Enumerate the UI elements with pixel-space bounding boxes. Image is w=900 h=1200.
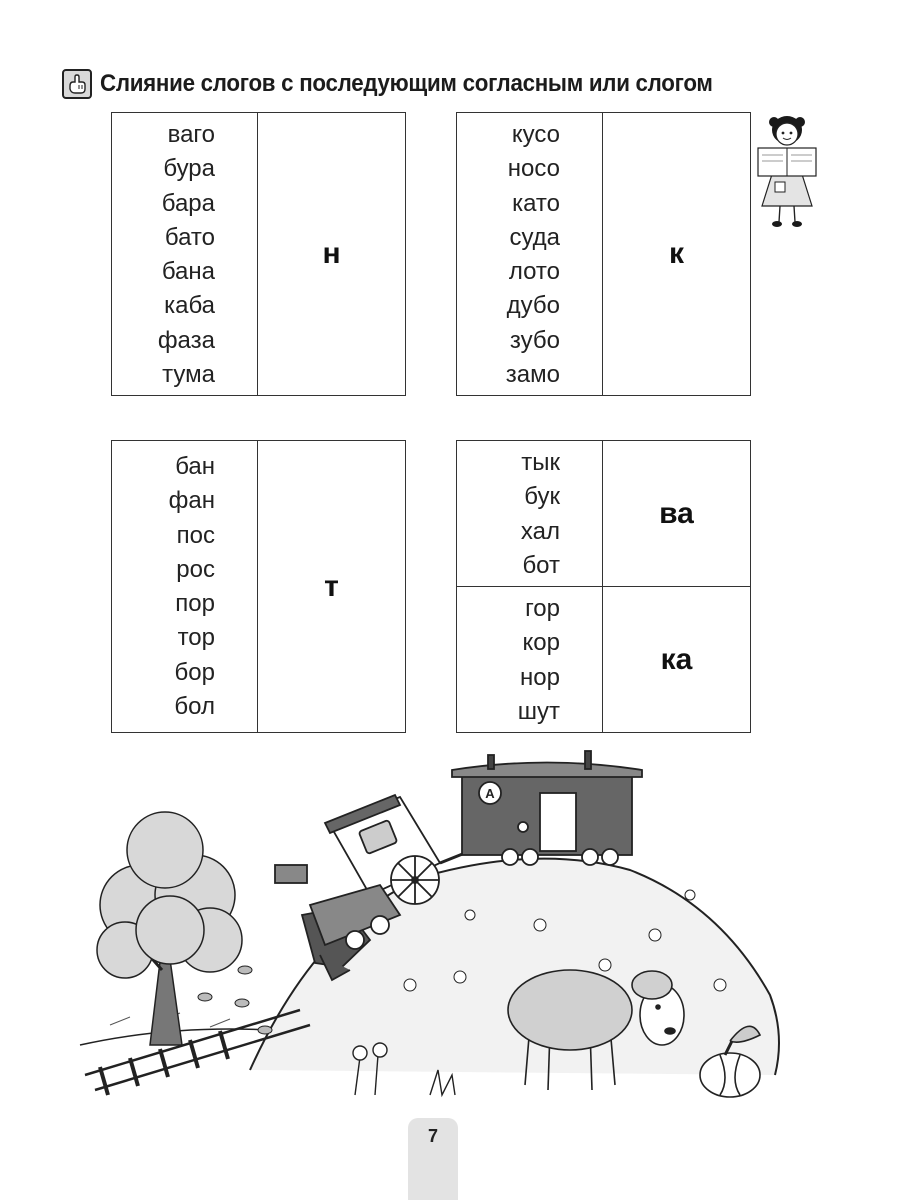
syllable-column — [112, 441, 258, 732]
syllable-word: замо — [505, 361, 560, 389]
ending-syllable: ка — [660, 642, 693, 676]
syllable-word: пос — [176, 521, 215, 549]
syllable-word: зубо — [509, 326, 560, 354]
syllable-word: суда — [509, 223, 560, 251]
page-number: 7 — [427, 1126, 438, 1146]
page-title: Слияние слогов с последующим согласным или слогом — [100, 70, 713, 97]
syllable-word: тык — [521, 449, 560, 476]
syllable-word: тор — [177, 624, 215, 652]
syllable-word: рос — [176, 555, 215, 583]
syllable-column — [457, 587, 603, 732]
train-hill-scene — [70, 745, 800, 1115]
syllable-word: бол — [174, 693, 215, 721]
hand-pointing-icon — [62, 69, 92, 99]
train-badge-letter: А — [485, 786, 495, 801]
syllable-word: бан — [175, 453, 215, 480]
syllable-word: носо — [507, 155, 560, 183]
syllable-table-4 — [456, 440, 751, 733]
syllable-word: нор — [520, 663, 560, 691]
ending-letter: к — [668, 237, 684, 270]
section-header — [62, 64, 759, 104]
syllable-subtable-2 — [457, 587, 750, 732]
syllable-table-1 — [111, 112, 406, 396]
ending-letter: т — [324, 569, 339, 603]
syllable-word: тума — [162, 361, 215, 389]
syllable-word: хал — [520, 517, 560, 545]
syllable-word: гор — [525, 595, 560, 622]
syllable-word: бато — [164, 223, 215, 251]
page-number-tab — [408, 1118, 458, 1200]
syllable-table-3 — [111, 440, 406, 733]
syllable-column — [457, 113, 603, 395]
syllable-word: бура — [163, 155, 215, 183]
ending-syllable: ва — [659, 496, 694, 530]
syllable-word: ваго — [167, 121, 215, 148]
syllable-word: дубо — [506, 292, 560, 320]
syllable-word: бара — [161, 189, 215, 217]
syllable-column — [112, 113, 258, 395]
syllable-word: фан — [168, 487, 215, 515]
syllable-word: лото — [508, 258, 560, 286]
syllable-word: като — [512, 189, 560, 217]
girl-reading-icon — [752, 108, 822, 230]
syllable-table-2 — [456, 112, 751, 396]
syllable-word: шут — [517, 697, 560, 725]
syllable-word: кор — [522, 629, 560, 657]
syllable-word: бук — [524, 483, 560, 511]
ending-letter: н — [322, 237, 341, 270]
syllable-word: бор — [174, 658, 215, 686]
syllable-column — [457, 441, 603, 586]
syllable-word: кусо — [511, 121, 560, 148]
syllable-word: бана — [161, 258, 215, 286]
syllable-word: фаза — [157, 326, 215, 354]
syllable-word: каба — [164, 292, 215, 320]
syllable-word: пор — [175, 590, 215, 618]
syllable-word: бот — [522, 551, 560, 579]
syllable-subtable-1 — [457, 441, 750, 587]
